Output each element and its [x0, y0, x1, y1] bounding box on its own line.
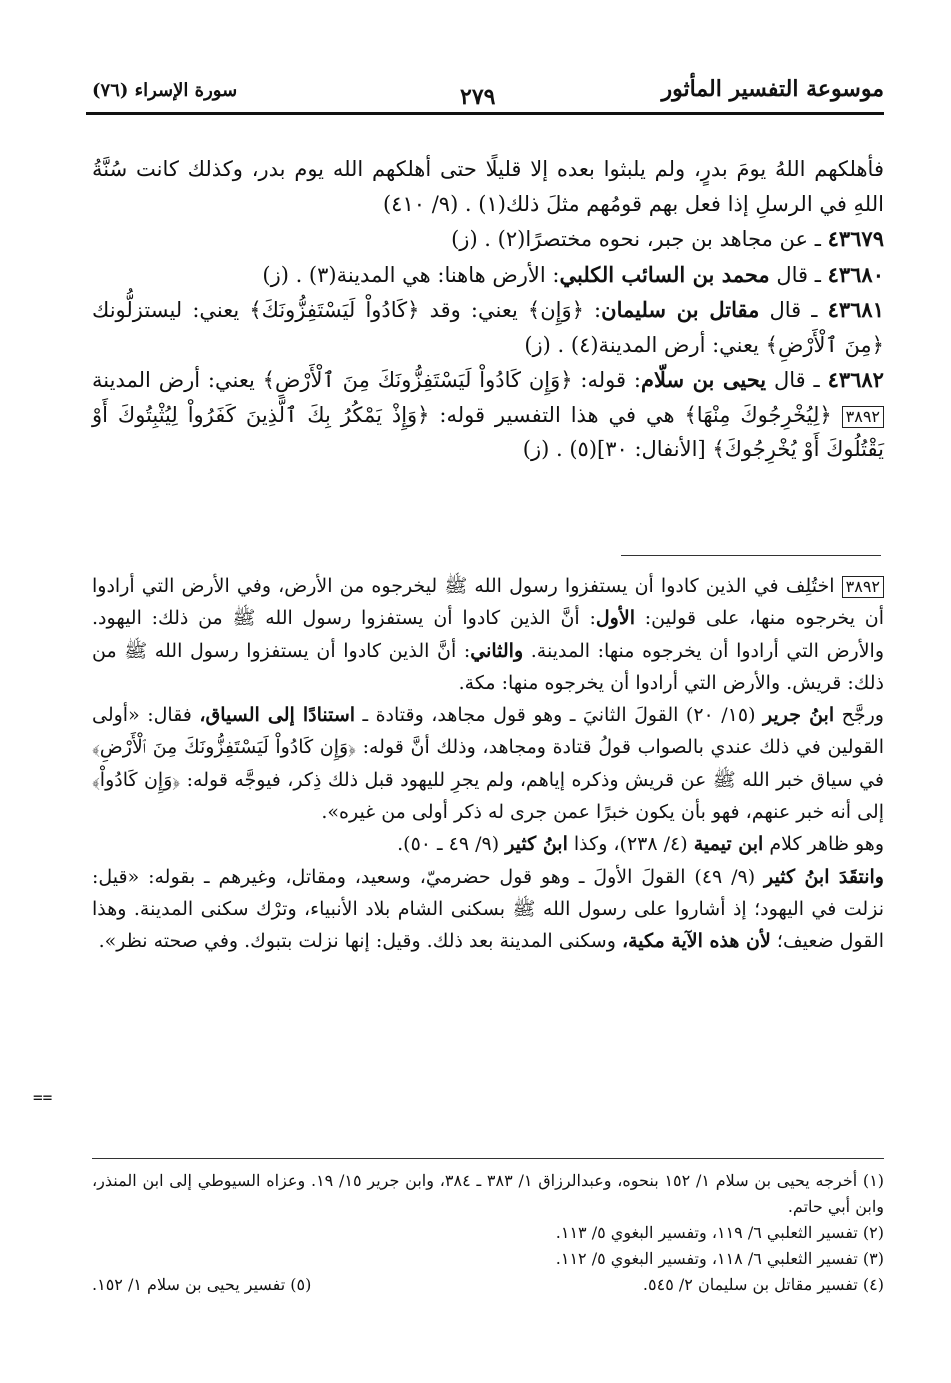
commentary-text: وسكنى المدينة بعد ذلك. وقيل: إنها نزلت بتبوك. وفي صحته نظر». — [98, 930, 616, 953]
entry-text: : ﴿وَإِن﴾ يعني: وقد ﴿كَادُواْ لَيَسْتَفِزُّونَكَ﴾ يعني: — [192, 298, 602, 322]
entry-prefix: ـ قال — [776, 262, 821, 287]
commentary-text: (٩/ ٤٩ ـ ٥٠). — [397, 833, 500, 856]
footnotes — [92, 1168, 884, 1298]
emphasis-text: لأن هذه الآية مكية، — [621, 930, 771, 953]
narrator-name: محمد بن السائب الكلبي — [559, 261, 770, 287]
page-header — [86, 70, 884, 114]
main-text — [92, 152, 884, 468]
entry-number: ٤٣٦٨٠ — [827, 261, 884, 287]
footnote-2: (٢) تفسير الثعلبي ٦/ ١١٩، وتفسير البغوي ٥/ ١١٣. — [555, 1223, 884, 1242]
entry-prefix: ـ قال — [774, 368, 820, 392]
commentary-block — [92, 570, 884, 958]
first-opinion-label: الأول — [595, 607, 635, 630]
entry-text: كَفَرُواْ لِيُثْبِتُوكَ أَوْ يَقْتُلُوكَ أَوْ يُخْرِجُوكَ﴾ [الأنفال: ٣٠](٥) . (ز) — [92, 402, 884, 461]
entry-number: ٤٣٦٧٩ — [827, 226, 884, 251]
second-opinion-label: والثاني — [470, 639, 524, 662]
entry-text: ـ عن مجاهد بن جبر، نحوه مختصرًا(٢) . (ز) — [451, 227, 821, 251]
commentary-text: : أنَّ الذين كادوا أن يستفزوا رسول الله ﷺ من ذلك: اليهود. والأرض التي أرادوا أن يخرجوه منها: المدينة. — [92, 607, 885, 662]
commentary-paragraph — [92, 828, 884, 860]
emphasis-text: استنادًا إلى السياق، — [199, 704, 356, 727]
entry-text: أرض المدينة — [92, 368, 201, 392]
entry-43679 — [92, 222, 884, 257]
entry-number: ٤٣٦٨١ — [827, 297, 884, 322]
footnote-row — [92, 1272, 884, 1298]
scholar-name: وانتقَدَ ابنُ كثير — [764, 865, 884, 888]
footnote-3: (٣) تفسير الثعلبي ٦/ ١١٨، وتفسير البغوي ٥/ ١١٢. — [555, 1249, 884, 1268]
text-line: فأهلكهم اللهُ يومَ بدرٍ، ولم يلبثوا بعده إلا قليلًا حتى أهلكهم الله يوم بدر، وكذلك — [187, 157, 884, 181]
entry-prefix: ـ قال — [769, 298, 818, 322]
book-title: موسوعة التفسير المأثور — [661, 76, 884, 102]
commentary-ref-box: ٣٨٩٢ — [842, 406, 884, 428]
entry-text: ﴿لِيُخْرِجُوكَ مِنْهَا﴾ هي في هذا التفسير قوله: ﴿وَإِذْ يَمْكُرُ بِكَ ٱلَّذِينَ — [245, 402, 832, 427]
commentary-paragraph — [92, 861, 884, 958]
commentary-number-box: ٣٨٩٢ — [842, 576, 884, 598]
entry-43680 — [92, 258, 884, 293]
entry-43682 — [92, 363, 884, 467]
text-line: كانت سُنَّةُ اللهِ في الرسلِ إذا فعل بهم قومُهم مثلَ ذلك(١) . (٩/ ٤١٠) — [92, 157, 884, 216]
scholar-name: ابن تيمية — [693, 833, 764, 856]
footnote-5: (٥) تفسير يحيى بن سلام ١/ ١٥٢. — [92, 1275, 312, 1294]
entry-text: : الأرض هاهنا: هي المدينة(٣) . (ز) — [262, 262, 560, 287]
commentary-text: وهو ظاهر كلام — [769, 833, 884, 856]
narrator-name: مقاتل بن سليمان — [601, 297, 760, 322]
footnote-4: (٤) تفسير مقاتل بن سليمان ٢/ ٥٤٥. — [642, 1275, 884, 1294]
commentary-paragraph — [92, 570, 884, 699]
scholar-name: ابنُ جرير — [763, 704, 835, 727]
surah-title: سورة الإسراء (٧٦) — [92, 80, 238, 101]
entry-text: ليستزلُّونك ﴿مِنَ ٱلْأَرْضِ﴾ يعني: أرض المدينة(٤) . (ز) — [92, 298, 884, 357]
entry-43681 — [92, 293, 884, 362]
commentary-paragraph — [92, 699, 884, 828]
commentary-text: (١٥/ ٢٠) القولَ الثانيَ ـ وهو قول مجاهد، وقتادة ـ — [362, 704, 756, 727]
page-number: ٢٧٩ — [460, 84, 496, 110]
commentary-text: (٩/ ٤٩) القولَ الأولَ ـ وهو قول حضرميّ، وسعيد، ومقاتل، وغيرهم ـ بقوله: «قيل: نزلت في اليهود؛ إذ أشاروا على رسول الله ﷺ بسكنى الشام بلاد الأنبياء، وترْك سكنى المدينة. وهذا القول ضعيف؛ — [92, 865, 884, 953]
commentary-text: : أنَّ الذين كادوا أن يستفزوا رسول الله ﷺ من ذلك: قريش. والأرض التي أرادوا أن يخرجوه منها: مكة. — [92, 639, 884, 694]
entry-text: : قوله: ﴿وَإِن كَادُواْ لَيَسْتَفِزُّونَكَ مِنَ ٱلْأَرْضِ﴾ يعني: — [207, 368, 641, 392]
commentary-text: (٤/ ٢٣٨)، وكذا — [573, 833, 688, 856]
commentary-text: ورجَّح — [841, 704, 884, 727]
entry-number: ٤٣٦٨٢ — [827, 367, 884, 392]
scholar-name: ابنُ كثير — [505, 833, 568, 856]
commentary-text: اختُلِف في الذين كادوا أن يستفزوا رسول الله ﷺ ليخرجوه من الأرض، وفي الأرض التي أرادوا أن يخرجوه منها، على قولين: — [92, 575, 884, 630]
continuation-mark: == — [33, 1088, 53, 1107]
header-rule — [86, 112, 884, 115]
footnote-1: (١) أخرجه يحيى بن سلام ١/ ١٥٢ بنحوه، وعبدالرزاق ١/ ٣٨٣ ـ ٣٨٤، وابن جرير ١٥/ ١٩. وعزاه السيوطي إلى ابن المنذر، وابن أبي حاتم. — [92, 1171, 885, 1216]
section-divider — [621, 555, 881, 556]
footnote-divider — [92, 1158, 884, 1159]
narrator-name: يحيى بن سلّام — [640, 367, 767, 392]
paragraph — [92, 152, 884, 221]
commentary-text: فقال: «أولى القولين في ذلك عندي بالصواب قولُ قتادة ومجاهد، وذلك أنَّ قوله: ﴿وَإِن كَادُواْ لَيَسْتَفِزُّونَكَ مِنَ ٱلْأَرْضِ﴾ في سياق خبر الله ﷺ عن قريش وذكره إياهم، ولم يجرِ لليهود قبل ذلك ذِكر، فيوجَّه قوله: ﴿وَإِن كَادُواْ﴾ إلى أنه خبر عنهم، فهو بأن يكون خبرًا عمن جرى له ذكر أولى من غيره». — [92, 704, 884, 824]
